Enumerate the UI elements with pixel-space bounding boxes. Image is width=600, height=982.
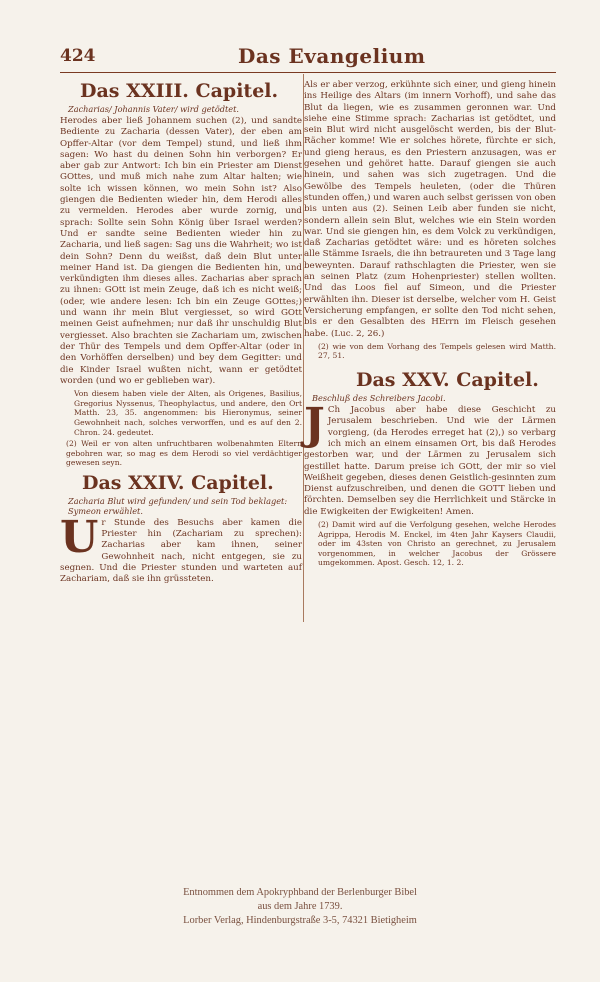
chapter-24-summary: Zacharia Blut wird gefunden/ und sein Tod beklaget: Symeon erwählet. (68, 495, 288, 516)
chapter-23-text: Herodes aber ließ Johannem suchen (2), und sandte Bediente zu Zacharia (dessen Vater), der eben am Opffer-Altar (vor dem Tempel) stund, und ließ ihm sagen: Wo hast du deinen Sohn hin verborgen? Er aber gab zur Antwort: Ich bin ein Priester am Dienst GOttes, und muß mich nahe zum Altar halten; wie solte ich wissen können, wo mein Sohn ist? Also giengen die Bedienten wieder hin, dem Herodi alles zu vermelden. Herodes aber wurde zornig, und sprach: Sollte sein Sohn König über Israel werden? Und er sandte seine Bedienten wieder hin zu Zacharia, und ließ sagen: Sag uns die Wahrheit; wo ist dein Sohn? Denn du weißst, daß dein Blut unter meiner Hand ist. Da giengen die Bedienten hin, und verkündigten ihm dieses alles. Zacharias aber sprach zu ihnen: GOtt ist mein Zeuge, daß ich es nicht weiß; (oder, wie andere lesen: Ich bin ein Zeuge GOttes;) und wann ihr mein Blut vergiesset, so wird GOtt meinen Geist aufnehmen; nur daß ihr unschuldig Blut vergiesset. Also brachten sie Zachariam um, zwischen der Thür des Tempels und dem Opffer-Altar (oder in den Vorhöffen derselben) und bey dem Gegitter: und die Kinder Israel wußten nicht, wann er getödtet worden (und wo er geblieben war). (60, 116, 302, 386)
chapter-24-title: Das XXIV. Capitel. (82, 471, 274, 494)
footer-line-1: Entnommen dem Apokryphband der Berlenburger Bibel (183, 887, 417, 898)
chapter-24-dropcap: U (60, 511, 99, 563)
chapter-25-summary: Beschluß des Schreibers Jacobi. (312, 393, 446, 404)
chapter-25-paragraph (304, 399, 556, 518)
page-number: 424 (60, 46, 96, 66)
right-column (304, 80, 556, 570)
chapter-24-text: r Stunde des Besuchs aber kamen die Priester hin (Zachariam zu sprechen): Zacharias aber kam ihnen, seiner Gewohnheit nach, nicht entgegen, sie zu segnen. Und die Priester stunden und warteten auf Zachariam, daß sie ihn grüssteten. (60, 517, 302, 585)
chapter-24-note: (2) wie von dem Vorhang des Tempels gelesen wird Matth. 27, 51. (318, 341, 556, 361)
chapter-23-note-1: Von diesem haben viele der Alten, als Origenes, Basilius, Gregorius Nyssenus, Theophylactus, und andere, den Ort Matth. 23, 35. angenommen: bis Hieronymus, seiner Gewohnheit nach, solches verworffen, und es auf den 2. Chron. 24. gedeutet. (74, 389, 302, 437)
source-footer (0, 886, 600, 928)
footer-line-2: aus dem Jahre 1739. (257, 901, 343, 912)
chapter-24-paragraph (60, 511, 302, 586)
chapter-25-title: Das XXV. Capitel. (356, 369, 539, 392)
running-title: Das Evangelium (238, 44, 426, 68)
chapter-25-text: Ch Jacobus aber habe diese Geschicht zu Jerusalem beschrieben. Und wie der Lärmen vorgieng, (da Herodes erreget hat (2),) so verbarg ich mich an einem einsamen Ort, bis daß Herodes gestorben war, und der Lärmen zu Jerusalem sich gestillet hatte. Darum preise ich GOtt, der mir so viel Weißheit gegeben, dieses denen Geistlich-gesinnten zum Dienst aufzuschreiben, und denen die GOTT lieben und förchten. Demselben sey die Herrlichkeit und Stärcke in die Ewigkeiten der Ewigkeiten! Amen. (304, 405, 556, 517)
chapter-25-note: (2) Damit wird auf die Verfolgung gesehen, welche Herodes Agrippa, Herodis M. Enckel, im 4ten Jahr Kaysers Claudii, oder im 43sten von Christo an gerechnet, zu Jerusalem vorgenommen, in welcher Jacobus der Grössere umgekommen. Apost. Gesch. 12, 1. 2. (318, 519, 556, 568)
left-column (60, 80, 302, 586)
page-header (60, 44, 556, 73)
chapter-23-title: Das XXIII. Capitel. (80, 80, 279, 102)
chapter-23-summary: Zacharias/ Johannis Vater/ wird getödtet. (68, 104, 240, 114)
footer-line-3: Lorber Verlag, Hindenburgstraße 3-5, 74321 Bietigheim (183, 915, 417, 926)
chapter-25-dropcap: J (304, 399, 325, 451)
chapter-24-continued-text: Als er aber verzog, erkühnte sich einer, und gieng hinein ins Heilige des Altars (im innern Vorhoff), und sahe das Blut da liegen, wie es zusammen geronnen war. Und siehe eine Stimme sprach: Zacharias ist getödtet, und sein Blut wird nicht ausgelöscht werden, bis der Blut-Rächer komme! Wie er solches hörete, fürchte er sich, und gieng heraus, es den Priestern anzusagen, was er gesehen und gehöret hatte. Darauf giengen sie auch hinein, und sahen was sich zugetragen. Und die Gewölbe des Tempels heuleten, (oder die Thüren stunden offen,) und waren auch selbst gerissen von oben bis unten aus (2). Seinen Leib aber funden sie nicht, sondern allein sein Blut, welches wie ein Stein worden war. Und sie giengen hin, es dem Volck zu verkündigen, daß Zacharias getödtet wäre: und es höreten solches alle Stämme Israels, die ihn betraureten und 3 Tage lang beweynten. Darauf rathschlagten die Priester, wen sie an seinen Platz (zum Hohenpriester) stellen wollten. Und das Loos fiel auf Simeon, und die Priester erwählten ihn. Dieser ist derselbe, welcher vom H. Geist Versicherung empfangen, er sollte den Tod nicht sehen, bis er den Gesalbten des HErrn im Fleisch gesehen habe. (Luc. 2, 26.) (304, 80, 556, 339)
chapter-23-note-2: (2) Weil er von alten unfruchtbaren wolbenahmten Eltern gebohren war, so mag es dem Herodi so viel verdächtiger gewesen seyn. (66, 439, 302, 468)
